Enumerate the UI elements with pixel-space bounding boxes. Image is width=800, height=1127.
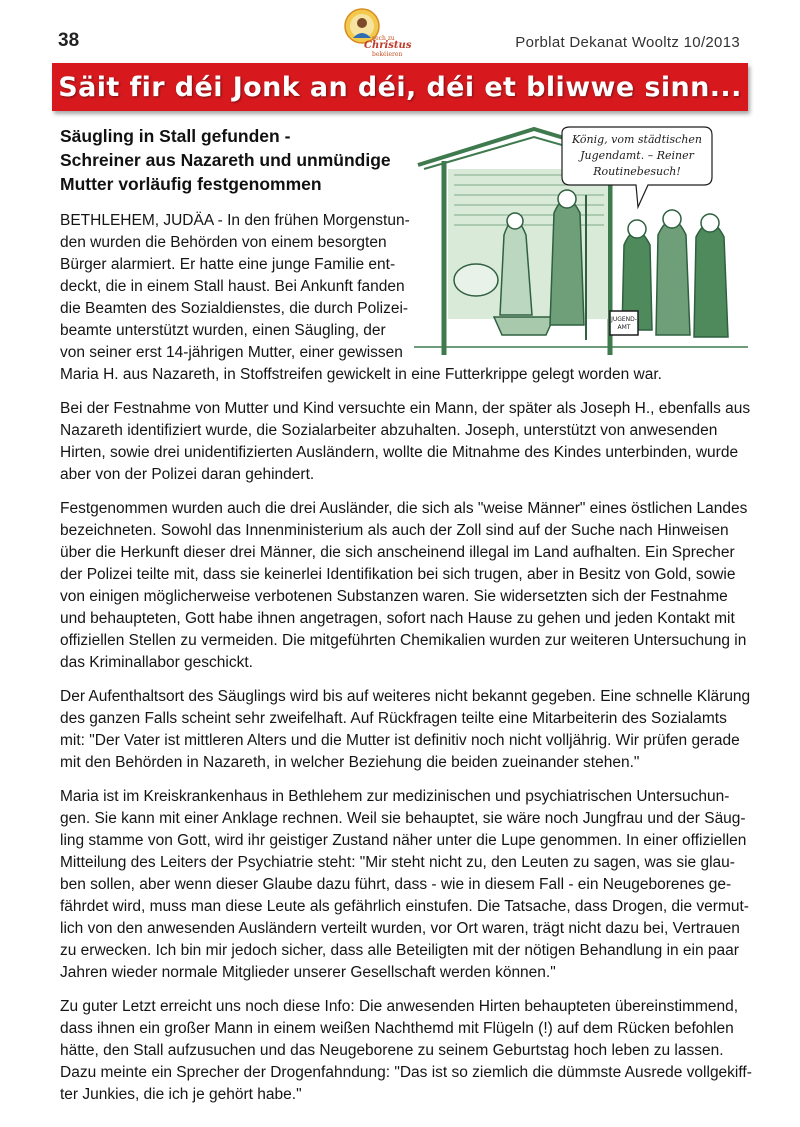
text-line: lich von den anwesenden Ausländern verteilt wurden, vor Ort waren, trägt nicht dazu bei, Vertrauen bbox=[60, 920, 740, 937]
text-line: von seiner erst 14-jährigen Mutter, einer gewissen bbox=[60, 344, 403, 361]
text-line: Bürger alarmiert. Er hatte eine junge Familie ent- bbox=[60, 256, 396, 273]
text-line: und behaupteten, Gott habe ihnen angetragen, sofort nach Hause zu gehen und jeden Kontakt mit bbox=[60, 610, 735, 627]
text-line: Maria H. aus Nazareth, in Stoffstreifen gewickelt in eine Futterkrippe gelegt worden war. bbox=[60, 366, 662, 383]
text-line: BETHLEHEM, JUDÄA - In den frühen Morgenstun- bbox=[60, 212, 410, 229]
logo-text-bottom: bekéieren bbox=[372, 51, 403, 58]
text-line: beamte unterstützt wurden, einen Säugling, der bbox=[60, 322, 386, 339]
text-line: hätte, den Stall aufzusuchen und das Neugeborene zu seinem Geburtstag hoch leben zu lassen. bbox=[60, 1042, 724, 1059]
text-line: Nazareth identifiziert wurde, die Sozialarbeiter abzuhalten. Joseph, unterstützt von anwesenden bbox=[60, 422, 718, 439]
text-line: dass ihnen ein großer Mann in einem weißen Nachthemd mit Flügeln (!) auf dem Rücken befohlen bbox=[60, 1020, 734, 1037]
paragraph-shepherds bbox=[60, 996, 750, 1106]
headline-line: Schreiner aus Nazareth und unmündige bbox=[60, 150, 391, 170]
text-line: mit: "Der Vater ist mittleren Alters und die Mutter ist definitiv noch nicht volljährig. Wir prüfen gerade bbox=[60, 732, 740, 749]
text-line: Hirten, sowie drei unidentifizierten Ausländern, wollte die Mitnahme des Kindes unterbinden, wurde bbox=[60, 444, 739, 461]
briefcase-label: AMT bbox=[617, 324, 631, 331]
text-line: Maria ist im Kreiskrankenhaus in Bethlehem zur medizinischen und psychiatrischen Untersuchun- bbox=[60, 788, 730, 805]
text-line: über die Herkunft dieser drei Männer, die sich anscheinend illegal im Land aufhalten. Ein Sprecher bbox=[60, 544, 735, 561]
text-line: fährdet wird, muss man diese Leute als gefährlich einstufen. Die Tatsache, dass Drogen, die vermut- bbox=[60, 898, 749, 915]
article-body bbox=[60, 210, 750, 1106]
text-line: deckt, die in einem Stall haust. Bei Ankunft fanden bbox=[60, 278, 405, 295]
text-line: bezeichneten. Sowohl das Innenministerium als auch der Zoll sind auf der Suche nach Hinweisen bbox=[60, 522, 729, 539]
text-line: Mitteilung des Leiters der Psychiatrie steht: "Mir steht nicht zu, den Leuten zu sagen, was sie glau- bbox=[60, 854, 735, 871]
text-line: aber von der Polizei daran gehindert. bbox=[60, 466, 315, 483]
text-line: der Polizei teilte mit, dass sie keinerlei Identifikation bei sich trugen, aber in Besitz von Gold, sowie bbox=[60, 566, 736, 583]
speech-line: Routinebesuch! bbox=[593, 165, 681, 178]
headline-line: Säugling in Stall gefunden - bbox=[60, 126, 291, 146]
text-line: offiziellen Stellen zu vermeiden. Die mitgeführten Chemikalien wurden zur weiteren Untersuchung in bbox=[60, 632, 747, 649]
text-line: Jahren wieder normale Mitglieder unserer Gesellschaft werden können." bbox=[60, 964, 556, 981]
text-line: Festgenommen wurden auch die drei Ausländer, die sich als "weise Männer" eines östlichen Landes bbox=[60, 500, 748, 517]
briefcase-label: JUGEND- bbox=[611, 316, 637, 323]
text-line: zu erwecken. Ich bin mir jedoch sicher, dass alle Beteiligten mit der nötigen Behandlung in ein paar bbox=[60, 942, 739, 959]
text-line: Der Aufenthaltsort des Säuglings wird bis auf weiteres nicht bekannt gegeben. Eine schnelle Klärung bbox=[60, 688, 751, 705]
article-headline bbox=[60, 124, 405, 196]
text-line: ling stamme von Gott, wird ihr geistiger Zustand näher unter die Lupe genommen. In einer offiziellen bbox=[60, 832, 747, 849]
intro-paragraph bbox=[60, 210, 410, 364]
paragraph-wise-men bbox=[60, 498, 750, 674]
text-line: Bei der Festnahme von Mutter und Kind versuchte ein Mann, der später als Joseph H., ebenfalls aus bbox=[60, 400, 751, 417]
logo-text-main: Christus bbox=[364, 40, 412, 51]
paragraph-whereabouts bbox=[60, 686, 750, 774]
text-line: den wurden die Behörden von einem besorgten bbox=[60, 234, 387, 251]
text-line: Zu guter Letzt erreicht uns noch diese Info: Die anwesenden Hirten behaupteten übereinstimmend, bbox=[60, 998, 739, 1015]
text-line: Dazu meinte ein Sprecher der Drogenfahndung: "Das ist so ziemlich die dümmste Ausrede vollgekiff- bbox=[60, 1064, 752, 1081]
text-line: die Beamten des Sozialdienstes, die durch Polizei- bbox=[60, 300, 409, 317]
text-line: gen. Sie kann mit einer Anklage rechnen. Weil sie behauptet, sie wäre noch Jungfrau und der Säug- bbox=[60, 810, 746, 827]
text-line: ben sollen, aber wenn dieser Glaube dazu führt, dass - wie in diesem Fall - ein Neugeborenes ge- bbox=[60, 876, 732, 893]
speech-line: König, vom städtischen bbox=[571, 133, 703, 146]
text-line: ter Junkies, die ich je gehört habe." bbox=[60, 1086, 302, 1103]
page-number: 38 bbox=[58, 30, 80, 51]
text-line: von einigen möglicherweise verbotenen Substanzen waren. Sie widersetzten sich der Festnahme bbox=[60, 588, 728, 605]
text-line: des ganzen Falls scheint sehr zweifelhaft. Auf Rückfragen teilte eine Mitarbeiterin des Sozialamts bbox=[60, 710, 727, 727]
headline-line: Mutter vorläufig festgenommen bbox=[60, 174, 322, 194]
paragraph-maria bbox=[60, 786, 750, 984]
logo-text-top: sech zu bbox=[372, 35, 395, 42]
paragraph-arrest bbox=[60, 398, 750, 486]
publication-title: Porblat Dekanat Wooltz 10/2013 bbox=[515, 34, 740, 51]
banner-title: Säit fir déi Jonk an déi, déi et bliwwe sinn... bbox=[58, 71, 742, 103]
section-banner bbox=[52, 63, 748, 111]
speech-line: Jugendamt. – Reiner bbox=[580, 149, 694, 162]
text-line: mit den Behörden in Nazareth, in welcher Beziehung die beiden zueinander stehen." bbox=[60, 754, 640, 771]
text-line: das Kriminallabor geschickt. bbox=[60, 654, 253, 671]
